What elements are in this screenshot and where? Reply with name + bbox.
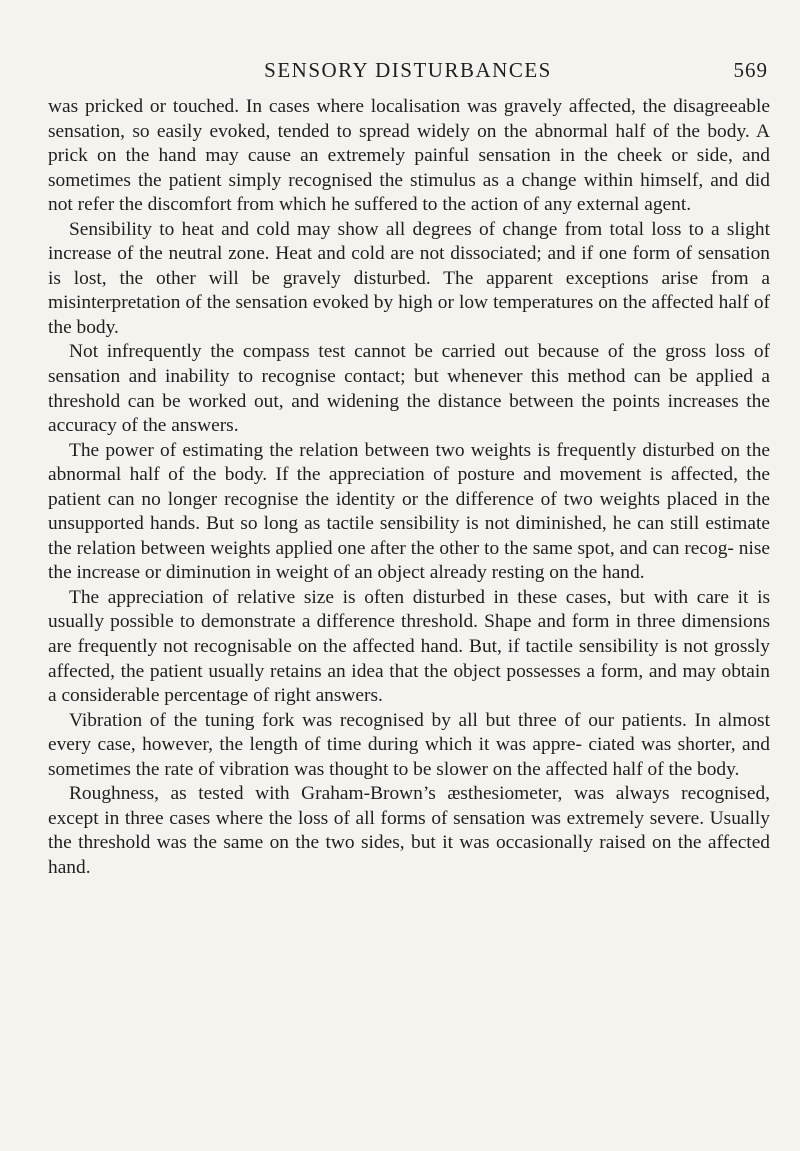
page-number: 569 (733, 58, 768, 82)
body-text (48, 95, 770, 881)
paragraph-vibration: Vibration of the tuning fork was recognised by all but three of our patients. In almost every case, however, the length of time during which it was appre- ciated was shorter, and sometimes the rate of vibration was thought to be slower on the affected half of the body. (48, 709, 770, 780)
paragraph-continuation: was pricked or touched. In cases where localisation was gravely affected, the disagreeable sensation, so easily evoked, tended to spread widely on the abnormal half of the body. A prick on the hand may cause an extremely painful sensation in the cheek or side, and sometimes the patient simply recognised the stimulus as a change within himself, and did not refer the discomfort from which he suffered to the action of any external agent. (48, 96, 770, 216)
paragraph-heat-cold: Sensibility to heat and cold may show all degrees of change from total loss to a slight increase of the neutral zone. Heat and cold are not dissociated; and if one form of sensation is lost, the other will be gravely disturbed. The apparent exceptions arise from a misinterpretation of the sensation evoked by high or low temperatures on the affected half of the body. (48, 218, 770, 338)
paragraph-size-shape: The appreciation of relative size is often disturbed in these cases, but with care it is usually possible to demonstrate a difference threshold. Shape and form in three dimensions are frequently not recognisable on the affected hand. But, if tactile sensibility is not grossly affected, the patient usually retains an idea that the object possesses a form, and may obtain a considerable percentage of right answers. (48, 586, 770, 707)
paragraph-compass-test: Not infrequently the compass test cannot be carried out because of the gross loss of sensation and inability to recognise contact; but whenever this method can be applied a threshold can be worked out, and widening the distance between the points increases the accuracy of the answers. (48, 341, 770, 437)
running-head (48, 58, 768, 88)
paragraph-weights: The power of estimating the relation between two weights is frequently disturbed on the abnormal half of the body. If the appreciation of posture and movement is affected, the patient can no longer recognise the identity or the difference of two weights placed in the unsupported hands. But so long as tactile sensibility is not diminished, he can still estimate the relation between weights applied one after the other to the same spot, and can recog- nise the increase or diminution in weight of an object already resting on the hand. (48, 439, 770, 584)
paragraph-roughness: Roughness, as tested with Graham-Brown’s æsthesiometer, was always recognised, except in three cases where the loss of all forms of sensation was extremely severe. Usually the threshold was the same on the two sides, but it was occasionally raised on the affected hand. (48, 783, 770, 878)
running-title: SENSORY DISTURBANCES (264, 58, 552, 82)
